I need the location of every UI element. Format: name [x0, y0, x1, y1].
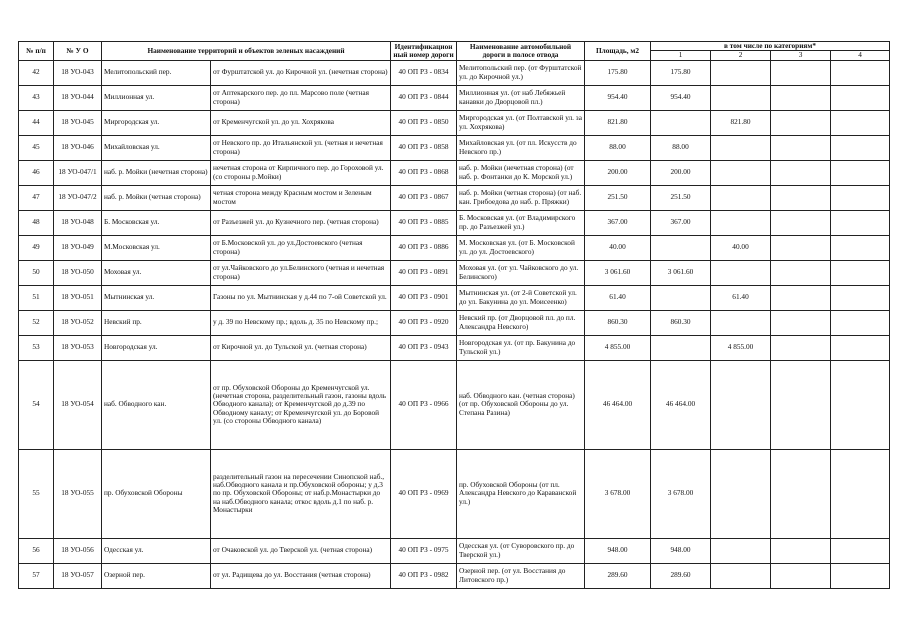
- cell-description: Газоны по ул. Мытнинская у д.44 по 7-ой Советской ул.: [211, 285, 391, 310]
- cell-num: 52: [19, 310, 54, 335]
- cell-cat-4: [831, 110, 890, 135]
- cell-cat-3: [771, 235, 831, 260]
- cell-cat-2: [711, 538, 771, 563]
- cell-num: 56: [19, 538, 54, 563]
- cell-num: 54: [19, 360, 54, 449]
- cell-area: 289.60: [585, 563, 651, 588]
- cell-ident: 40 ОП РЗ - 0868: [391, 160, 457, 185]
- cell-num: 51: [19, 285, 54, 310]
- cell-cat-2: [711, 449, 771, 538]
- cell-road: наб. Обводного кан. (четная сторона) (от пр. Обуховской Обороны до ул. Степана Разина): [457, 360, 585, 449]
- cell-cat-4: [831, 260, 890, 285]
- cell-cat-4: [831, 285, 890, 310]
- cell-area: 175.80: [585, 60, 651, 85]
- cell-cat-2: 40.00: [711, 235, 771, 260]
- cell-cat-2: [711, 160, 771, 185]
- cell-road: Одесская ул. (от Суворовского пр. до Тверской ул.): [457, 538, 585, 563]
- cell-road: наб. р. Мойки (четная сторона) (от наб. кан. Грибоедова до наб. р. Пряжки): [457, 185, 585, 210]
- cell-cat-3: [771, 449, 831, 538]
- cell-area: 3 061.60: [585, 260, 651, 285]
- table-row: [19, 60, 890, 85]
- cell-road: Невский пр. (от Дворцовой пл. до пл. Александра Невского): [457, 310, 585, 335]
- cell-num: 48: [19, 210, 54, 235]
- cell-cat-1: 200.00: [651, 160, 711, 185]
- cell-cat-4: [831, 310, 890, 335]
- cell-cat-3: [771, 285, 831, 310]
- cell-name: наб. Обводного кан.: [102, 360, 211, 449]
- cell-cat-1: 46 464.00: [651, 360, 711, 449]
- cell-road: Мелитопольский пер. (от Фурштатской ул. до Кирочной ул.): [457, 60, 585, 85]
- cell-description: от ул. Радищева до ул. Восстания (четная сторона): [211, 563, 391, 588]
- cell-cat-1: [651, 335, 711, 360]
- cell-ident: 40 ОП РЗ - 0966: [391, 360, 457, 449]
- cell-name: Невский пр.: [102, 310, 211, 335]
- cell-ident: 40 ОП РЗ - 0901: [391, 285, 457, 310]
- cell-cat-2: 61.40: [711, 285, 771, 310]
- cell-area: 251.50: [585, 185, 651, 210]
- cell-cat-1: 3 678.00: [651, 449, 711, 538]
- cell-name: Новгородская ул.: [102, 335, 211, 360]
- table-row: [19, 160, 890, 185]
- cell-name: Одесская ул.: [102, 538, 211, 563]
- cell-cat-1: 860.30: [651, 310, 711, 335]
- cell-uo: 18 УО-051: [54, 285, 102, 310]
- cell-area: 3 678.00: [585, 449, 651, 538]
- cell-cat-2: [711, 260, 771, 285]
- cell-ident: 40 ОП РЗ - 0891: [391, 260, 457, 285]
- cell-cat-1: 954.40: [651, 85, 711, 110]
- cell-cat-2: [711, 185, 771, 210]
- table-row: [19, 210, 890, 235]
- cell-cat-4: [831, 449, 890, 538]
- cell-cat-1: [651, 285, 711, 310]
- cell-cat-4: [831, 360, 890, 449]
- cell-name: Миргородская ул.: [102, 110, 211, 135]
- cell-area: 821.80: [585, 110, 651, 135]
- cell-area: 88.00: [585, 135, 651, 160]
- cell-uo: 18 УО-043: [54, 60, 102, 85]
- cell-cat-2: [711, 210, 771, 235]
- cell-uo: 18 УО-052: [54, 310, 102, 335]
- cell-cat-4: [831, 235, 890, 260]
- cell-uo: 18 УО-047/1: [54, 160, 102, 185]
- cell-num: 46: [19, 160, 54, 185]
- cell-name: наб. р. Мойки (четная сторона): [102, 185, 211, 210]
- cell-cat-3: [771, 135, 831, 160]
- header-cat-2: 2: [711, 51, 771, 60]
- header-row: [19, 42, 890, 51]
- cell-road: Б. Московская ул. (от Владимирского пр. до Разъезжей ул.): [457, 210, 585, 235]
- cell-name: Мелитопольский пер.: [102, 60, 211, 85]
- header-num: № п/п: [19, 42, 54, 61]
- cell-ident: 40 ОП РЗ - 0920: [391, 310, 457, 335]
- cell-uo: 18 УО-053: [54, 335, 102, 360]
- cell-cat-3: [771, 185, 831, 210]
- table-row: [19, 235, 890, 260]
- table-row: [19, 260, 890, 285]
- header-uo: № У О: [54, 42, 102, 61]
- cell-description: от пр. Обуховской Обороны до Кременчугской ул. (нечетная сторона, разделительный газон, газоны вдоль Обводного канала); от Кременчугской до д.39 по Обводному каналу; от Кременчугской ул. до Боровой ул. (со стороны Обводного канала): [211, 360, 391, 449]
- cell-uo: 18 УО-054: [54, 360, 102, 449]
- cell-num: 49: [19, 235, 54, 260]
- table-body: [19, 60, 890, 588]
- table-row: [19, 360, 890, 449]
- table-row: [19, 310, 890, 335]
- cell-cat-3: [771, 260, 831, 285]
- cell-cat-1: [651, 110, 711, 135]
- cell-ident: 40 ОП РЗ - 0844: [391, 85, 457, 110]
- cell-cat-3: [771, 335, 831, 360]
- cell-cat-4: [831, 538, 890, 563]
- cell-uo: 18 УО-056: [54, 538, 102, 563]
- cell-uo: 18 УО-055: [54, 449, 102, 538]
- header-cat-4: 4: [831, 51, 890, 60]
- cell-num: 44: [19, 110, 54, 135]
- cell-area: 860.30: [585, 310, 651, 335]
- cell-uo: 18 УО-044: [54, 85, 102, 110]
- cell-area: 954.40: [585, 85, 651, 110]
- cell-cat-1: 289.60: [651, 563, 711, 588]
- cell-cat-3: [771, 85, 831, 110]
- cell-num: 43: [19, 85, 54, 110]
- cell-ident: 40 ОП РЗ - 0975: [391, 538, 457, 563]
- cell-name: М.Московская ул.: [102, 235, 211, 260]
- cell-cat-3: [771, 310, 831, 335]
- cell-description: от ул.Чайковского до ул.Белинского (четная и нечетная сторона): [211, 260, 391, 285]
- cell-description: у д. 39 по Невскому пр.; вдоль д. 35 по Невскому пр.;: [211, 310, 391, 335]
- cell-ident: 40 ОП РЗ - 0850: [391, 110, 457, 135]
- cell-road: Мытнинская ул. (от 2-й Советской ул. до ул. Бакунина до ул. Моисеенко): [457, 285, 585, 310]
- cell-area: 46 464.00: [585, 360, 651, 449]
- cell-description: от Аптекарского пер. до пл. Марсово поле (четная сторона): [211, 85, 391, 110]
- cell-description: от Кирочной ул. до Тульской ул. (четная сторона): [211, 335, 391, 360]
- cell-uo: 18 УО-050: [54, 260, 102, 285]
- cell-cat-1: 3 061.60: [651, 260, 711, 285]
- cell-cat-3: [771, 563, 831, 588]
- cell-description: от Б.Московской ул. до ул.Достоевского (четная сторона): [211, 235, 391, 260]
- header-cat-3: 3: [771, 51, 831, 60]
- cell-road: пр. Обуховской Обороны (от пл. Александра Невского до Караванской ул.): [457, 449, 585, 538]
- cell-name: Б. Московская ул.: [102, 210, 211, 235]
- cell-uo: 18 УО-046: [54, 135, 102, 160]
- cell-cat-4: [831, 563, 890, 588]
- cell-cat-2: 821.80: [711, 110, 771, 135]
- cell-area: 948.00: [585, 538, 651, 563]
- cell-ident: 40 ОП РЗ - 0982: [391, 563, 457, 588]
- cell-name: Мытнинская ул.: [102, 285, 211, 310]
- cell-cat-2: [711, 85, 771, 110]
- cell-description: нечетная сторона от Кирпичного пер. до Гороховой ул. (со стороны р.Мойки): [211, 160, 391, 185]
- table-row: [19, 449, 890, 538]
- header-name: Наименование территорий и объектов зеленых насаждений: [102, 42, 391, 61]
- cell-description: четная сторона между Красным мостом и Зеленым мостом: [211, 185, 391, 210]
- header-road: Наименование автомобильной дороги в полосе отвода: [457, 42, 585, 61]
- cell-area: 61.40: [585, 285, 651, 310]
- cell-cat-1: 251.50: [651, 185, 711, 210]
- header-area: Площадь, м2: [585, 42, 651, 61]
- cell-name: Моховая ул.: [102, 260, 211, 285]
- register-table: [18, 41, 890, 589]
- cell-road: Озерной пер. (от ул. Восстания до Литовского пр.): [457, 563, 585, 588]
- cell-cat-2: 4 855.00: [711, 335, 771, 360]
- cell-cat-3: [771, 110, 831, 135]
- cell-cat-1: 367.00: [651, 210, 711, 235]
- cell-area: 200.00: [585, 160, 651, 185]
- header-cat-1: 1: [651, 51, 711, 60]
- cell-cat-2: [711, 60, 771, 85]
- cell-ident: 40 ОП РЗ - 0969: [391, 449, 457, 538]
- cell-cat-1: [651, 235, 711, 260]
- cell-ident: 40 ОП РЗ - 0886: [391, 235, 457, 260]
- table-row: [19, 285, 890, 310]
- cell-description: от Разъезжей ул. до Кузнечного пер. (четная сторона): [211, 210, 391, 235]
- cell-num: 47: [19, 185, 54, 210]
- cell-road: Новгородская ул. (от пр. Бакунина до Тульской ул.): [457, 335, 585, 360]
- cell-cat-4: [831, 135, 890, 160]
- cell-name: Михайловская ул.: [102, 135, 211, 160]
- cell-num: 53: [19, 335, 54, 360]
- cell-road: наб. р. Мойки (нечетная сторона) (от наб. р. Фонтанки до К. Морской ул.): [457, 160, 585, 185]
- cell-description: от Кременчугской ул. до ул. Хохрякова: [211, 110, 391, 135]
- table-row: [19, 185, 890, 210]
- cell-ident: 40 ОП РЗ - 0885: [391, 210, 457, 235]
- cell-cat-3: [771, 160, 831, 185]
- cell-uo: 18 УО-045: [54, 110, 102, 135]
- cell-cat-2: [711, 310, 771, 335]
- header-ident: Идентификационный номер дороги: [391, 42, 457, 61]
- cell-area: 4 855.00: [585, 335, 651, 360]
- table-row: [19, 538, 890, 563]
- cell-cat-2: [711, 563, 771, 588]
- cell-cat-4: [831, 210, 890, 235]
- cell-road: М. Московская ул. (от Б. Московской ул. до ул. Достоевского): [457, 235, 585, 260]
- cell-name: Озерной пер.: [102, 563, 211, 588]
- cell-num: 57: [19, 563, 54, 588]
- cell-cat-1: 175.80: [651, 60, 711, 85]
- cell-cat-4: [831, 335, 890, 360]
- cell-description: от Фурштатской ул. до Кирочной ул. (нечетная сторона): [211, 60, 391, 85]
- cell-ident: 40 ОП РЗ - 0867: [391, 185, 457, 210]
- cell-num: 42: [19, 60, 54, 85]
- cell-num: 55: [19, 449, 54, 538]
- cell-cat-4: [831, 60, 890, 85]
- cell-area: 40.00: [585, 235, 651, 260]
- table-row: [19, 85, 890, 110]
- cell-uo: 18 УО-047/2: [54, 185, 102, 210]
- table-row: [19, 135, 890, 160]
- cell-num: 45: [19, 135, 54, 160]
- header-categories: в том числе по категориям*: [651, 42, 890, 51]
- cell-cat-2: [711, 135, 771, 160]
- cell-cat-2: [711, 360, 771, 449]
- cell-road: Миллионная ул. (от наб Лебяжьей канавки до Дворцовой пл.): [457, 85, 585, 110]
- cell-cat-3: [771, 538, 831, 563]
- cell-num: 50: [19, 260, 54, 285]
- table-row: [19, 110, 890, 135]
- cell-road: Михайловская ул. (от пл. Искусств до Невского пр.): [457, 135, 585, 160]
- cell-name: наб. р. Мойки (нечетная сторона): [102, 160, 211, 185]
- table-row: [19, 335, 890, 360]
- cell-cat-1: 948.00: [651, 538, 711, 563]
- cell-description: разделительный газон на пересечении Синопской наб., наб.Обводного канала и пр.Обуховской обороны; у д.3 по пр. Обуховской Обороны; от наб.р.Монастырки до на наб.Обводного канала; откос вдоль д.1 по наб. р. Монастырки: [211, 449, 391, 538]
- cell-ident: 40 ОП РЗ - 0858: [391, 135, 457, 160]
- cell-name: пр. Обуховской Обороны: [102, 449, 211, 538]
- cell-area: 367.00: [585, 210, 651, 235]
- cell-description: от Очаковской ул. до Тверской ул. (четная сторона): [211, 538, 391, 563]
- cell-ident: 40 ОП РЗ - 0943: [391, 335, 457, 360]
- cell-ident: 40 ОП РЗ - 0834: [391, 60, 457, 85]
- cell-uo: 18 УО-049: [54, 235, 102, 260]
- cell-cat-4: [831, 160, 890, 185]
- cell-road: Моховая ул. (от ул. Чайковского до ул. Белинского): [457, 260, 585, 285]
- cell-cat-3: [771, 210, 831, 235]
- cell-cat-1: 88.00: [651, 135, 711, 160]
- cell-cat-3: [771, 360, 831, 449]
- cell-uo: 18 УО-057: [54, 563, 102, 588]
- table-row: [19, 563, 890, 588]
- cell-uo: 18 УО-048: [54, 210, 102, 235]
- cell-road: Миргородская ул. (от Полтавской ул. за ул. Хохрякова): [457, 110, 585, 135]
- cell-name: Миллионная ул.: [102, 85, 211, 110]
- cell-cat-4: [831, 85, 890, 110]
- cell-description: от Невского пр. до Итальянской ул. (четная и нечетная сторона): [211, 135, 391, 160]
- cell-cat-4: [831, 185, 890, 210]
- cell-cat-3: [771, 60, 831, 85]
